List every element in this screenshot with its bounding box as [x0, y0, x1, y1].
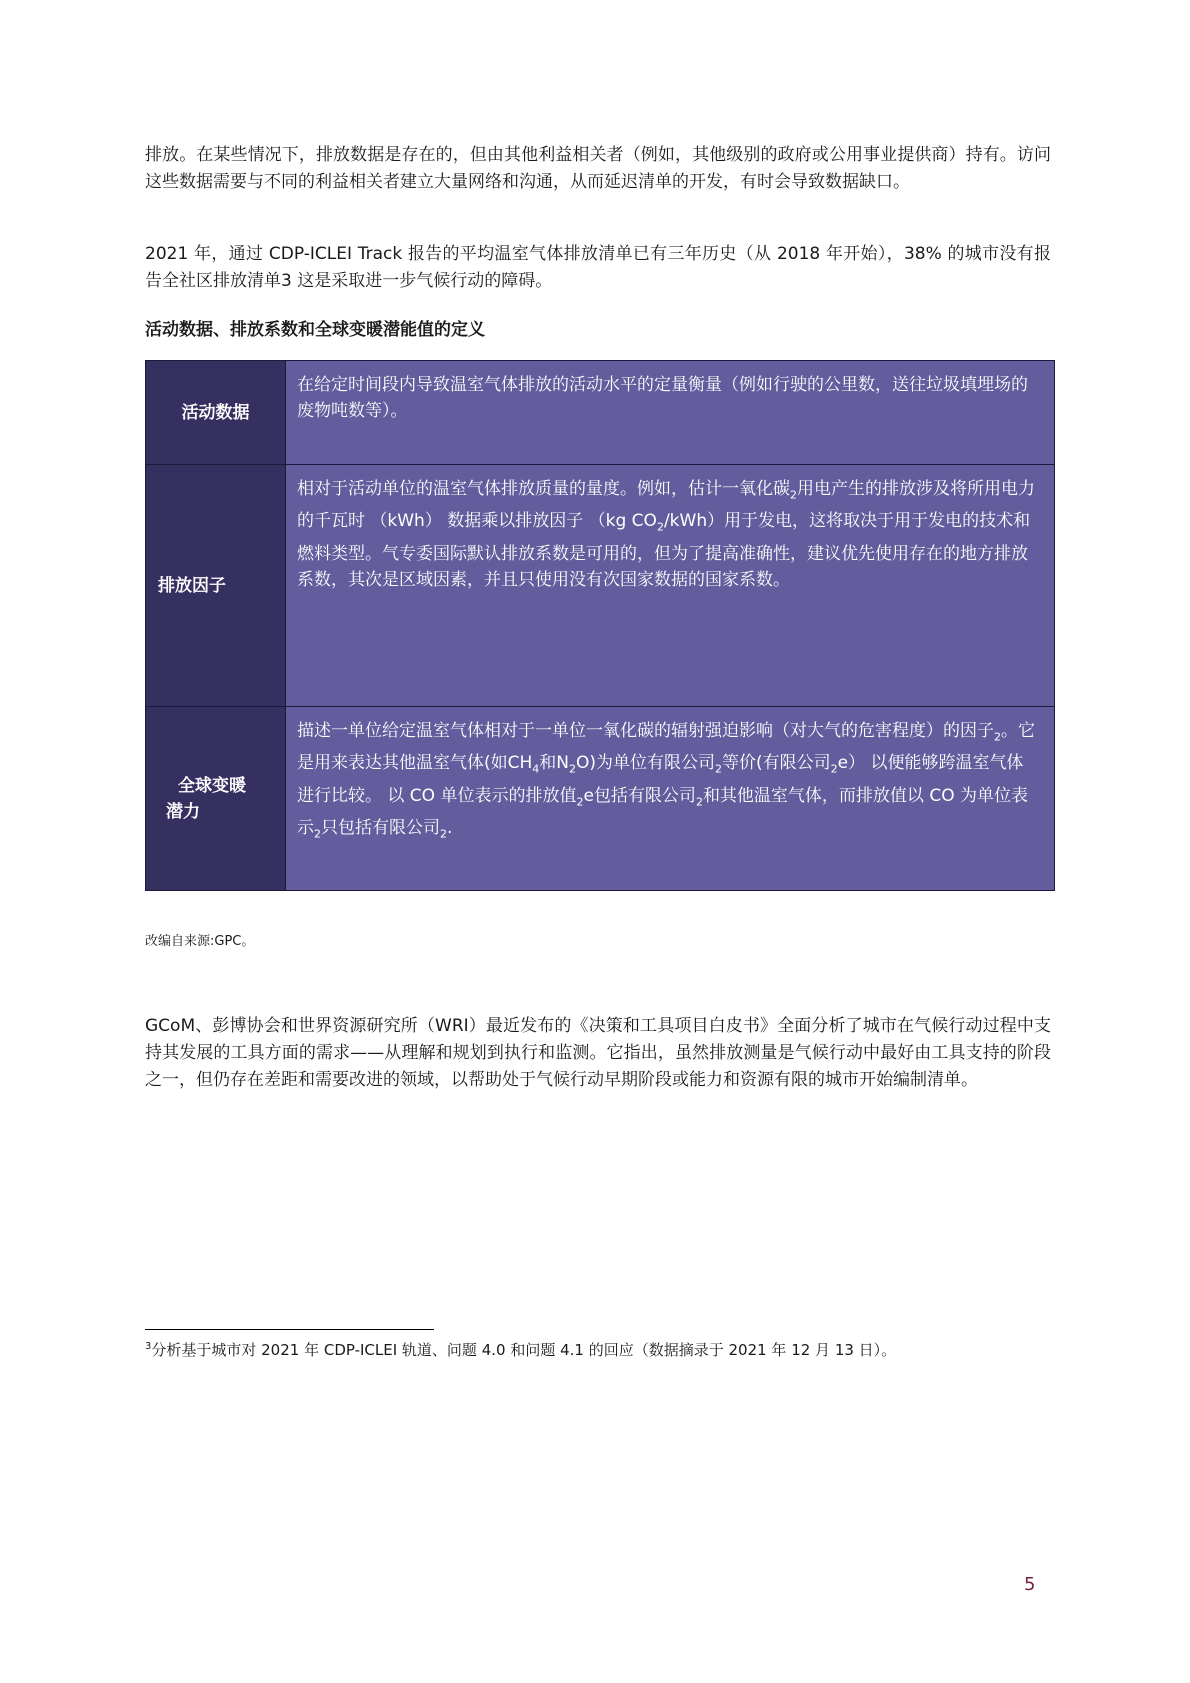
body-paragraph-1: 排放。在某些情况下，排放数据是存在的，但由其他利益相关者（例如，其他级别的政府或公用事业提供商）持有。访问这些数据需要与不同的利益相关者建立大量网络和沟通，从而延迟清单的开发，有时会导致数据缺口。: [145, 145, 1051, 192]
definitions-table: [145, 360, 1055, 891]
page-number: 5: [1024, 1574, 1036, 1595]
source-note: 改编自来源:GPC。: [145, 934, 255, 949]
table-row-gwp: [146, 707, 1055, 891]
term-activity-data: 活动数据: [146, 361, 286, 465]
desc-activity-data: 在给定时间段内导致温室气体排放的活动水平的定量衡量（例如行驶的公里数，送往垃圾填埋场的废物吨数等）。: [286, 361, 1055, 465]
desc-gwp: 描述一单位给定温室气体相对于一单位一氧化碳的辐射强迫影响（对大气的危害程度）的因子$_2$。它是用来表达其他温室气体(如$CH_4$和$N_2O$)为单位有限公司$_2$等价(有限公司$_2$e） 以便能够跨温室气体进行比较。 以 CO 单位表示的排放值$_2$e包括有限公司$_2$和其他温室气体，而排放值以 CO 为单位表示$_2$只包括有限公司$_2$.: [286, 707, 1055, 891]
footnote: [145, 1336, 1051, 1361]
footnote-divider: [145, 1329, 434, 1330]
term-emission-factor: 排放因子: [146, 465, 286, 707]
footnote-text: 分析基于城市对 2021 年 CDP-ICLEI 轨道、问题 4.0 和问题 4.1 的回应（数据摘录于 2021 年 12 月 13 日）。: [151, 1341, 897, 1359]
desc-emission-factor: 相对于活动单位的温室气体排放质量的量度。例如，估计一氧化碳$_2$用电产生的排放涉及将所用电力的千瓦时 （kWh） 数据乘以排放因子 （kg $CO_2/kWh$）用于发电，这将取决于用于发电的技术和燃料类型。气专委国际默认排放系数是可用的，但为了提高准确性，建议优先使用存在的地方排放系数，其次是区域因素，并且只使用没有次国家数据的国家系数。: [286, 465, 1055, 707]
table-row-activity-data: [146, 361, 1055, 465]
body-paragraph-3: GCoM、彭博协会和世界资源研究所（WRI）最近发布的《决策和工具项目白皮书》全面分析了城市在气候行动过程中支持其发展的工具方面的需求——从理解和规划到执行和监测。它指出，虽然排放测量是气候行动中最好由工具支持的阶段之一，但仍存在差距和需要改进的领域，以帮助处于气候行动早期阶段或能力和资源有限的城市开始编制清单。: [145, 1016, 1051, 1090]
section-heading: 活动数据、排放系数和全球变暖潜能值的定义: [145, 320, 485, 340]
term-gwp: 全球变暖 潜力: [146, 707, 286, 891]
table-row-emission-factor: [146, 465, 1055, 707]
footnote-marker: 3: [145, 1341, 152, 1352]
body-paragraph-2: 2021 年，通过 CDP-ICLEI Track 报告的平均温室气体排放清单已有三年历史（从 2018 年开始），38% 的城市没有报告全社区排放清单3 这是采取进一步气候行动的障碍。: [145, 244, 1051, 291]
